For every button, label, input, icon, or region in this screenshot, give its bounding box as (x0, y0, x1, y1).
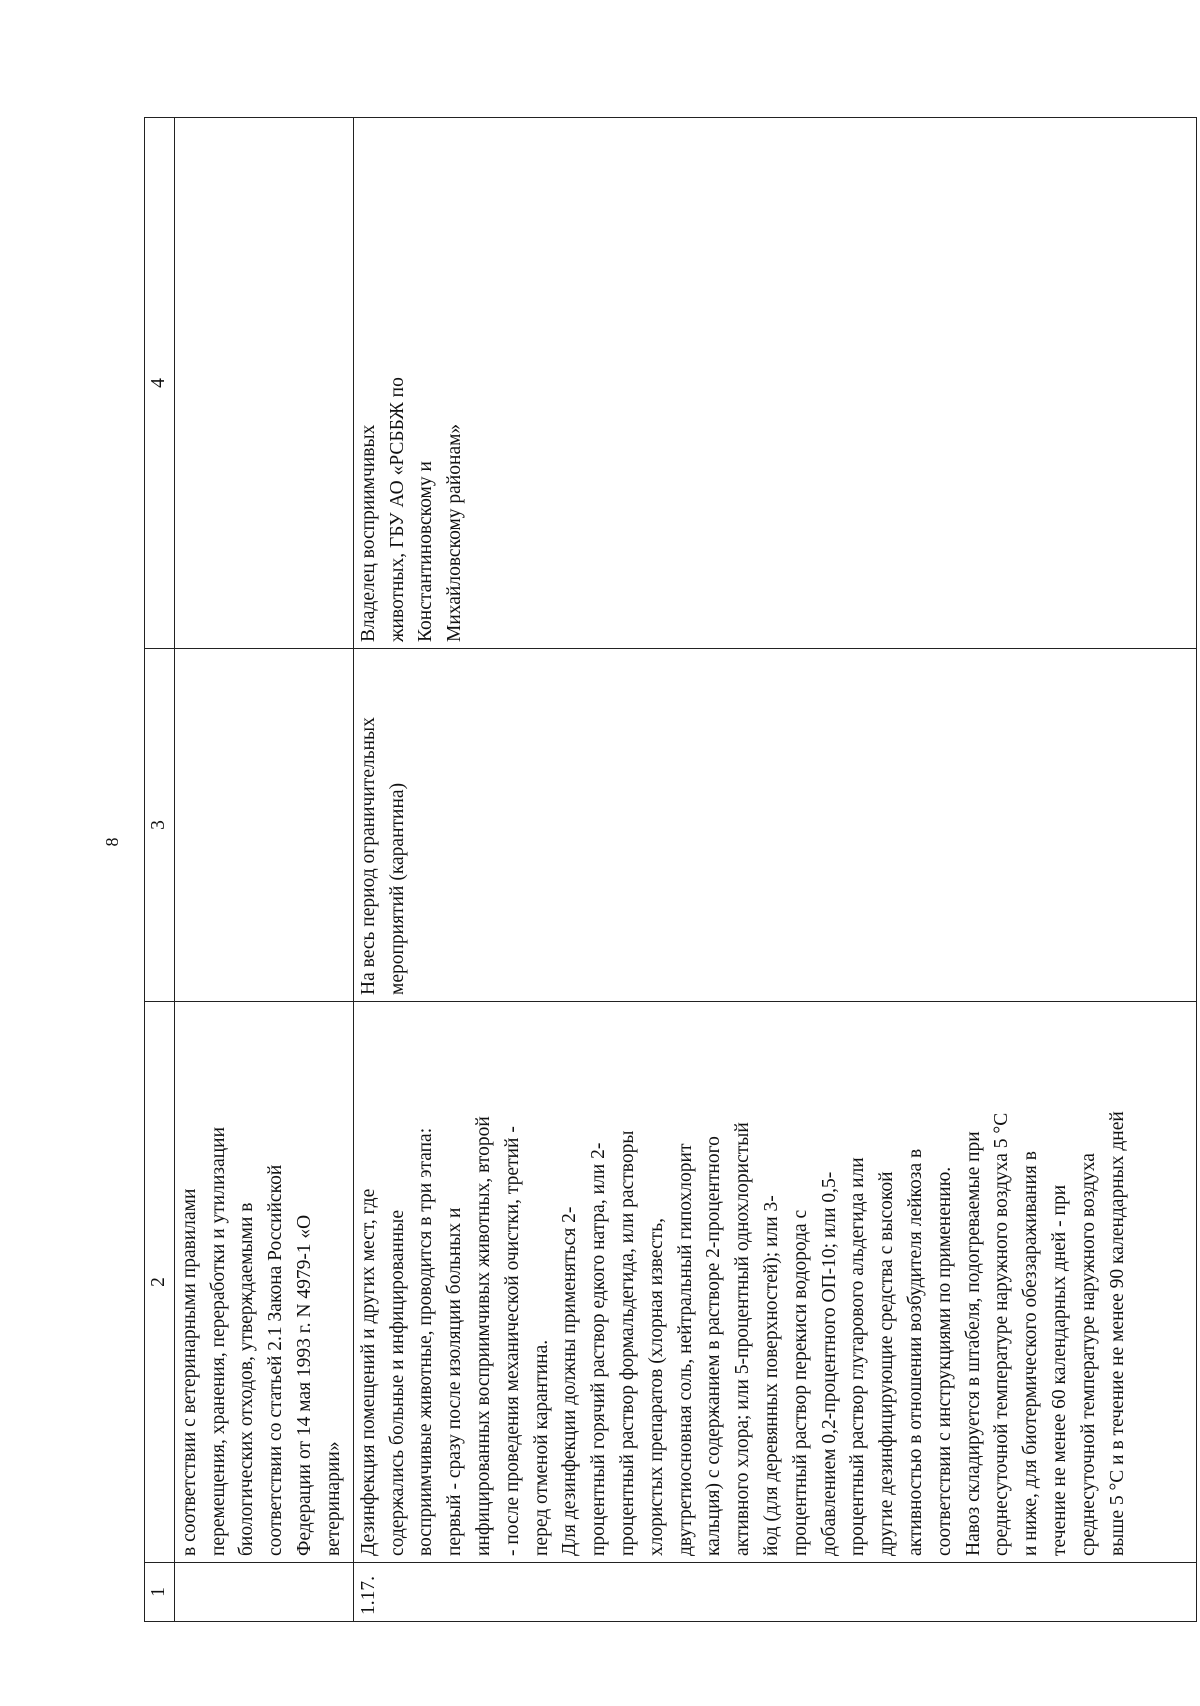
measure-line: кальция) с содержанием в растворе 2-процентного (703, 1136, 725, 1556)
measure-line: среднесуточной температуре наружного воздуха 5 °С (991, 1112, 1013, 1556)
document-table-container (144, 122, 1200, 1622)
measure-cell (353, 1002, 1196, 1563)
measure-line: соответствии со статьей 2.1 Закона Российской (265, 1164, 287, 1556)
measure-line: соответствии с инструкциями по применению. (933, 1166, 955, 1556)
measure-line: активного хлора; или 5-процентный однохлористый (732, 1122, 754, 1556)
measure-line: Для дезинфекции должны применяться 2- (559, 1206, 581, 1556)
responsible-line: животных, ГБУ АО «РСББЖ по (386, 377, 408, 642)
responsible-line: Михайловскому районам» (444, 423, 466, 642)
measure-line: процентный горячий раствор едкого натра, или 2- (588, 1142, 610, 1556)
table-header-row (145, 118, 175, 1622)
measure-line: биологических отходов, утверждаемыми в (236, 1202, 258, 1556)
row-number-cell (174, 1563, 353, 1622)
measure-line: хлористых препаратов (хлорная известь, (645, 1218, 667, 1556)
header-col-2: 2 (145, 1002, 175, 1563)
measure-line: Федерации от 14 мая 1993 г. N 4979-1 «О (293, 1214, 315, 1556)
table-row (174, 118, 353, 1622)
measure-line: ветеринарии» (322, 1441, 344, 1556)
header-col-3: 3 (145, 649, 175, 1002)
rotated-table-frame (144, 122, 1200, 1622)
measure-line: процентный раствор глутарового альдегида или (847, 1157, 869, 1556)
period-line: мероприятий (карантина) (386, 782, 408, 995)
measure-line: выше 5 °С и в течение не менее 90 календарных дней (1106, 1111, 1128, 1556)
measure-line: другие дезинфицирующие средства с высокой (876, 1171, 898, 1556)
measure-line: в соответствии с ветеринарными правилами (178, 1188, 200, 1556)
period-cell (353, 649, 1196, 1002)
measure-line: восприимчивые животные, проводится в три этапа: (415, 1127, 437, 1556)
measure-line: - после проведения механической очистки, третий - (501, 1126, 523, 1556)
responsible-cell (174, 118, 353, 649)
responsible-cell (353, 118, 1196, 649)
measure-line: содержались больные и инфицированные (386, 1209, 408, 1556)
period-line: На весь период ограничительных (357, 717, 379, 995)
measure-line: первый - сразу после изоляции больных и (444, 1207, 466, 1556)
measures-table (144, 117, 1197, 1622)
header-col-1: 1 (145, 1563, 175, 1622)
header-col-4: 4 (145, 118, 175, 649)
measure-line: Навоз складируется в штабеля, подогреваемые при (962, 1131, 984, 1556)
row-number-cell: 1.17. (353, 1563, 1196, 1622)
measure-line: инфицированных восприимчивых животных, второй (472, 1116, 494, 1556)
measure-line: активностью в отношении возбудителя лейкоза в (904, 1148, 926, 1556)
measure-line: процентный раствор формальдегида, или растворы (616, 1130, 638, 1556)
measure-line: перемещения, хранения, переработки и утилизации (207, 1126, 229, 1556)
table-row (353, 118, 1196, 1622)
measure-line: перед отменой карантина. (530, 1339, 552, 1556)
period-cell (174, 649, 353, 1002)
responsible-line: Владелец восприимчивых (357, 424, 379, 642)
measure-line: течение не менее 60 календарных дней - при (1048, 1184, 1070, 1556)
measure-line: двутретиосновная соль, нейтральный гипохлорит (674, 1143, 696, 1556)
measure-line: добавлением 0,2-процентного ОП-10; или 0,5- (818, 1171, 840, 1556)
measure-line: процентный раствор перекиси водорода с (789, 1209, 811, 1556)
page-number: 8 (102, 837, 122, 847)
measure-line: Дезинфекция помещений и других мест, где (357, 1188, 379, 1556)
measure-line: йод (для деревянных поверхностей); или 3- (760, 1195, 782, 1556)
measure-line: и ниже, для биотермического обеззараживания в (1020, 1151, 1042, 1556)
measure-cell (174, 1002, 353, 1563)
responsible-line: Константиновскому и (415, 461, 437, 642)
measure-line: среднесуточной температуре наружного воздуха (1077, 1153, 1099, 1556)
